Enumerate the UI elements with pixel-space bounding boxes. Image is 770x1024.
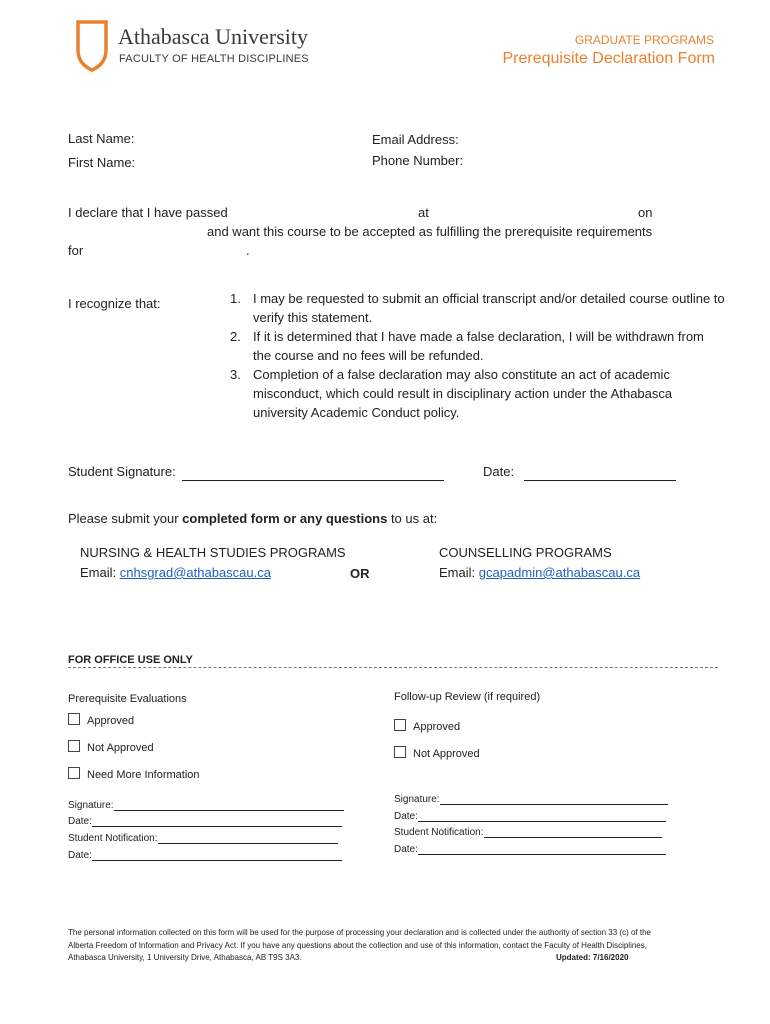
signature-label: Signature:	[68, 800, 114, 811]
date-label: Date:	[394, 844, 418, 855]
office-right-signature-row	[394, 794, 668, 805]
option-label: Not Approved	[413, 748, 480, 760]
university-shield-logo	[76, 20, 108, 72]
prereq-need-info-option[interactable]	[68, 767, 200, 781]
signature-line[interactable]	[440, 794, 668, 805]
signature-label: Signature:	[394, 794, 440, 805]
notification-label: Student Notification:	[394, 827, 484, 838]
date-label: Date:	[68, 850, 92, 861]
prereq-not-approved-option[interactable]	[68, 740, 154, 754]
notification-label: Student Notification:	[68, 833, 158, 844]
declaration-text-part2: and want this course to be accepted as fulfilling the prerequisite requirements	[207, 224, 653, 239]
counselling-programs-title: COUNSELLING PROGRAMS	[439, 545, 612, 560]
followup-review-title: Follow-up Review (if required)	[394, 691, 541, 703]
counselling-email-label: Email:	[439, 565, 479, 580]
submit-text-pre: Please submit your	[68, 511, 183, 526]
recognize-item-number: 1.	[230, 291, 241, 306]
checkbox-icon[interactable]	[68, 767, 80, 779]
recognize-item-text: If it is determined that I have made a false declaration, I will be withdrawn from the course and no fees will be refunded.	[253, 329, 704, 363]
declaration-at: at	[418, 205, 429, 220]
nursing-programs-title: NURSING & HEALTH STUDIES PROGRAMS	[80, 545, 346, 560]
or-separator: OR	[350, 566, 370, 581]
program-label: GRADUATE PROGRAMS	[574, 33, 714, 47]
email-address-label: Email Address:	[372, 132, 459, 147]
option-label: Need More Information	[87, 769, 200, 781]
student-date-label: Date:	[483, 464, 515, 479]
date-label: Date:	[68, 816, 92, 827]
option-label: Approved	[413, 721, 461, 733]
followup-not-approved-option[interactable]	[394, 746, 480, 760]
date-line[interactable]	[92, 816, 342, 827]
date-line[interactable]	[418, 811, 666, 822]
privacy-notice: The personal information collected on this form will be used for the purpose of processing your declaration and is collected under the authority of section 33 (c) of the Alberta Freedom of Information and Privacy Act. If you have any questions about the collection and use of this information, contact the Faculty of Health Disciplines, Athabasca University, 1 University Drive, Athabasca, AB T9S 3A3.	[68, 928, 651, 962]
declaration-on: on	[638, 205, 653, 220]
followup-approved-option[interactable]	[394, 719, 460, 733]
nursing-email-label: Email:	[80, 565, 120, 580]
phone-number-label: Phone Number:	[372, 153, 464, 168]
notification-line[interactable]	[484, 827, 662, 838]
signature-line[interactable]	[114, 800, 344, 811]
updated-date: Updated: 7/16/2020	[556, 953, 629, 962]
office-left-notification-row	[68, 833, 338, 844]
option-label: Not Approved	[87, 742, 154, 754]
nursing-email-link[interactable]: cnhsgrad@athabascau.ca	[119, 565, 271, 580]
office-right-date2-row	[394, 844, 666, 855]
last-name-label: Last Name:	[68, 131, 135, 146]
counselling-email-link[interactable]: gcapadmin@athabascau.ca	[478, 565, 641, 580]
recognize-item	[225, 327, 725, 365]
recognize-item-text: I may be requested to submit an official transcript and/or detailed course outline to verify this statement.	[253, 291, 725, 325]
office-left-signature-row	[68, 800, 344, 811]
student-date-line[interactable]	[524, 466, 676, 481]
date-line[interactable]	[92, 850, 342, 861]
recognize-item	[225, 289, 725, 327]
date-label: Date:	[394, 811, 418, 822]
nursing-email-row	[80, 565, 271, 580]
counselling-email-row	[439, 565, 640, 580]
first-name-label: First Name:	[68, 155, 136, 170]
recognize-item-number: 2.	[230, 329, 241, 344]
faculty-name: FACULTY OF HEALTH DISCIPLINES	[119, 53, 309, 65]
checkbox-icon[interactable]	[394, 719, 406, 731]
notification-line[interactable]	[158, 833, 338, 844]
recognize-item	[225, 365, 725, 422]
form-title: Prerequisite Declaration Form	[502, 50, 715, 67]
office-right-notification-row	[394, 827, 662, 838]
office-use-heading: FOR OFFICE USE ONLY	[68, 654, 193, 666]
recognize-list	[225, 289, 725, 422]
declaration-for: for	[68, 243, 84, 258]
checkbox-icon[interactable]	[394, 746, 406, 758]
submit-text-bold: completed form or any questions	[182, 511, 388, 526]
prereq-evaluations-title: Prerequisite Evaluations	[68, 693, 187, 705]
office-left-date2-row	[68, 850, 342, 861]
submit-text-post: to us at:	[387, 511, 438, 526]
date-line[interactable]	[418, 844, 666, 855]
student-signature-label: Student Signature:	[68, 464, 176, 479]
checkbox-icon[interactable]	[68, 740, 80, 752]
university-name: Athabasca University	[118, 24, 308, 49]
submit-instructions	[68, 511, 437, 526]
prereq-approved-option[interactable]	[68, 713, 134, 727]
recognize-item-number: 3.	[230, 367, 241, 382]
checkbox-icon[interactable]	[68, 713, 80, 725]
office-left-date-row	[68, 816, 342, 827]
recognize-item-text: Completion of a false declaration may also constitute an act of academic misconduct, which could result in disciplinary action under the Athabasca university Academic Conduct policy.	[253, 367, 673, 420]
office-right-date-row	[394, 811, 666, 822]
declaration-period: .	[246, 243, 250, 258]
declaration-text-part1: I declare that I have passed	[68, 205, 228, 220]
student-signature-line[interactable]	[182, 466, 444, 481]
office-divider	[68, 667, 718, 668]
option-label: Approved	[87, 715, 135, 727]
recognize-label: I recognize that:	[68, 296, 161, 311]
